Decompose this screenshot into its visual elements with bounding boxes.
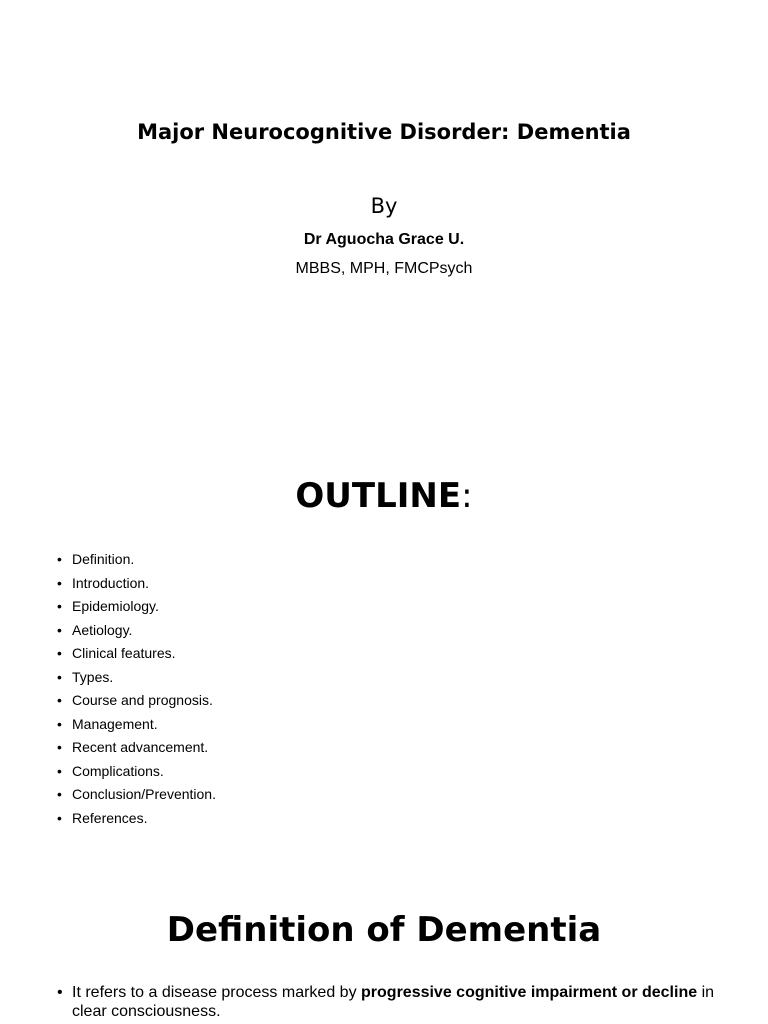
definition-text-bold: progressive cognitive impairment or decline [361, 984, 698, 1001]
outline-item [57, 572, 216, 596]
author-name: Dr Aguocha Grace U. [303, 231, 465, 248]
outline-item-label: Conclusion/Prevention. [72, 786, 216, 802]
outline-item [57, 736, 216, 760]
outline-item-label: Management. [72, 715, 158, 732]
outline-item [57, 689, 216, 713]
outline-item-label: Aetiology. [72, 621, 133, 638]
definition-heading: Definition of Dementia [166, 910, 602, 950]
bullet-icon: • [57, 574, 62, 591]
bullet-icon: • [57, 645, 62, 661]
bullet-icon: • [57, 762, 62, 779]
slide-title: Major Neurocognitive Disorder: Dementia [137, 120, 631, 144]
outline-item [57, 666, 216, 690]
outline-item-label: Clinical features. [72, 645, 176, 661]
bullet-icon: • [57, 668, 62, 685]
definition-paragraph [57, 983, 742, 1021]
outline-item-label: References. [72, 809, 148, 826]
outline-item [57, 642, 216, 666]
outline-item-label: Definition. [72, 551, 135, 567]
outline-item [57, 760, 216, 784]
bullet-icon: • [57, 621, 62, 638]
outline-item-label: Course and prognosis. [72, 692, 213, 708]
outline-heading-text: OUTLINE [295, 476, 462, 516]
outline-item-label: Types. [72, 668, 114, 685]
outline-item [57, 595, 216, 619]
definition-text-end: in clear consciousness. [72, 984, 715, 1020]
outline-item [57, 713, 216, 737]
outline-item [57, 783, 216, 807]
bullet-icon: • [57, 739, 62, 755]
bullet-icon: • [57, 984, 63, 1001]
outline-item [57, 548, 216, 572]
outline-item-label: Complications. [72, 762, 164, 779]
outline-item-label: Epidemiology. [72, 598, 159, 614]
author-qualifications: MBBS, MPH, FMCPsych [295, 260, 473, 277]
outline-item-label: Recent advancement. [72, 739, 209, 755]
bullet-icon: • [57, 598, 62, 614]
bullet-icon: • [57, 786, 62, 802]
bullet-icon: • [57, 809, 62, 826]
outline-item [57, 619, 216, 643]
by-label: By [370, 194, 398, 218]
definition-text-start: It refers to a disease process marked by [72, 984, 362, 1001]
bullet-icon: • [57, 551, 62, 567]
outline-item-label: Introduction. [72, 574, 150, 591]
outline-list [57, 548, 216, 830]
bullet-icon: • [57, 715, 62, 732]
outline-item [57, 807, 216, 831]
outline-heading [0, 476, 768, 516]
outline-heading-colon: : [461, 476, 473, 516]
bullet-icon: • [57, 692, 62, 708]
